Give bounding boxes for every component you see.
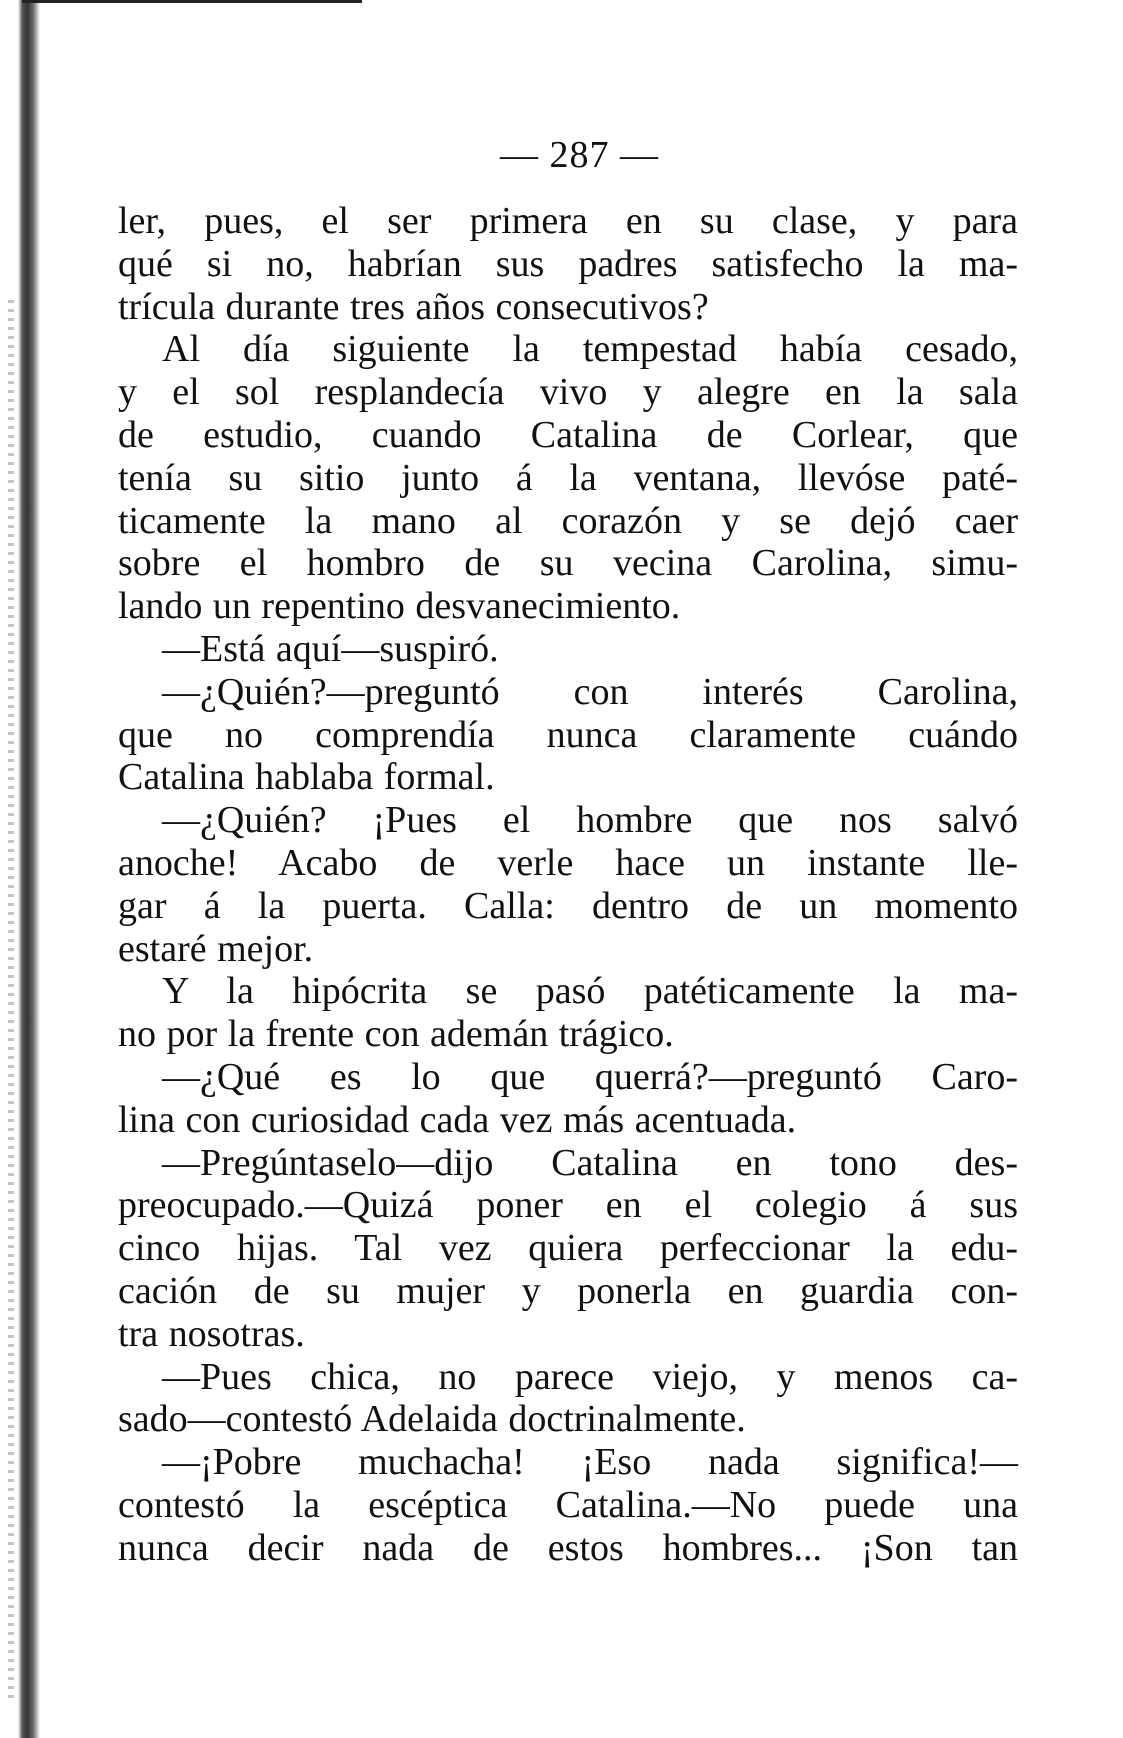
text-line: contestó la escéptica Catalina.—No puede una (118, 1483, 1018, 1526)
text-line: lando un repentino desvanecimiento. (118, 585, 681, 628)
binding-shadow (8, 300, 14, 1700)
text-line: sobre el hombro de su vecina Carolina, simu- (118, 542, 1018, 585)
text-line: —¿Quién?—preguntó con interés Carolina, (162, 670, 1018, 713)
text-line: ticamente la mano al corazón y se dejó caer (118, 499, 1018, 542)
page-top-edge (22, 0, 362, 3)
text-line: Y la hipócrita se pasó patéticamente la ma- (162, 970, 1018, 1013)
text-line: de estudio, cuando Catalina de Corlear, que (118, 413, 1018, 456)
text-line: gar á la puerta. Calla: dentro de un momento (118, 884, 1018, 927)
text-line: —¿Quién? ¡Pues el hombre que nos salvó (162, 799, 1018, 842)
text-line: estaré mejor. (118, 927, 314, 970)
text-line: cación de su mujer y ponerla en guardia con- (118, 1269, 1018, 1312)
text-line: sado—contestó Adelaida doctrinalmente. (118, 1398, 746, 1441)
text-line: preocupado.—Quizá poner en el colegio á sus (118, 1184, 1018, 1227)
text-line: tenía su sitio junto á la ventana, llevóse paté- (118, 456, 1018, 499)
text-line: —Pregúntaselo—dijo Catalina en tono des- (162, 1141, 1018, 1184)
text-line: ler, pues, el ser primera en su clase, y para (118, 200, 1018, 242)
text-line: cinco hijas. Tal vez quiera perfeccionar la edu- (118, 1227, 1018, 1270)
text-line: trícula durante tres años consecutivos? (118, 285, 709, 328)
text-line: qué si no, habrían sus padres satisfecho la ma- (118, 242, 1018, 285)
page-number: — 287 — (500, 134, 659, 176)
text-line: nunca decir nada de estos hombres... ¡Son tan (118, 1526, 1018, 1569)
text-line: Al día siguiente la tempestad había cesado, (162, 328, 1018, 371)
body-text (118, 200, 1018, 1570)
text-line: —Pues chica, no parece viejo, y menos ca- (162, 1355, 1018, 1398)
text-line: tra nosotras. (118, 1312, 305, 1355)
text-line: que no comprendía nunca claramente cuándo (118, 713, 1018, 756)
text-line: —¿Qué es lo que querrá?—preguntó Caro- (162, 1055, 1018, 1098)
book-binding-edge (18, 0, 40, 1738)
text-line: no por la frente con ademán trágico. (118, 1013, 674, 1056)
text-line: lina con curiosidad cada vez más acentuada. (118, 1098, 797, 1141)
text-line: —¡Pobre muchacha! ¡Eso nada significa!— (162, 1441, 1018, 1484)
text-line: anoche! Acabo de verle hace un instante lle- (118, 841, 1018, 884)
text-line: Catalina hablaba formal. (118, 756, 495, 799)
text-line: y el sol resplandecía vivo y alegre en la sala (118, 371, 1018, 414)
text-line: —Está aquí—suspiró. (162, 627, 499, 670)
